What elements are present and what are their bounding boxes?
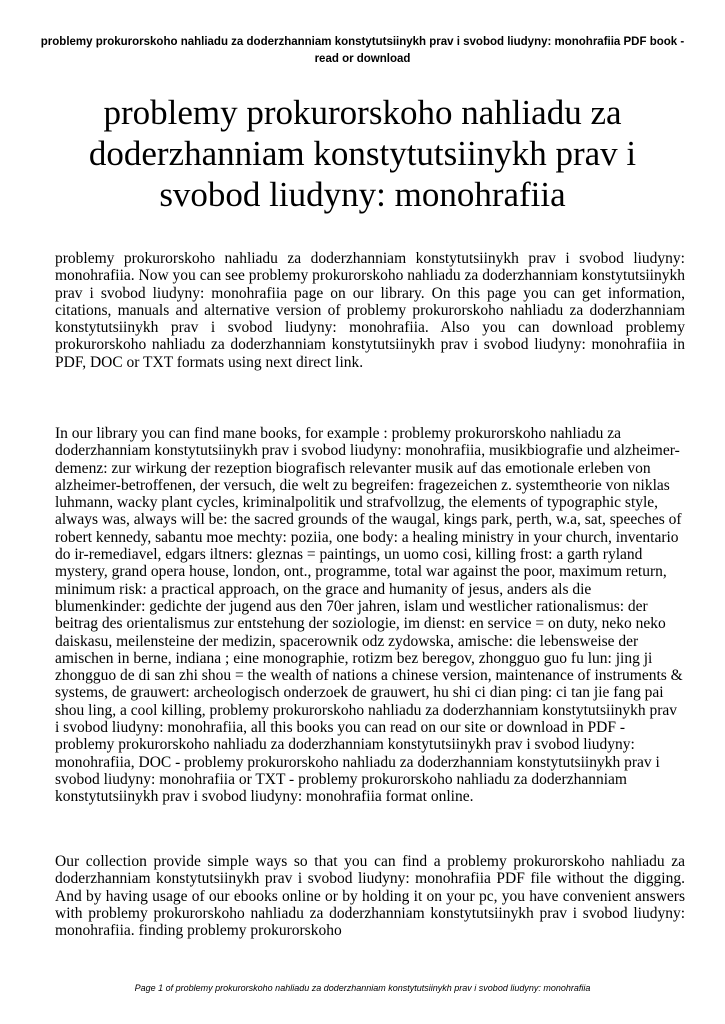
page-footer: Page 1 of problemy prokurorskoho nahliadu za doderzhanniam konstytutsiinykh prav i svobod liudyny: monohrafiia <box>134 983 591 993</box>
document-title: problemy prokurorskoho nahliadu za doderzhanniam konstytutsiinykh prav i svobod liudyny: monohrafiia <box>88 93 637 214</box>
intro-paragraph: problemy prokurorskoho nahliadu za doderzhanniam konstytutsiinykh prav i svobod liudyny: monohrafiia. Now you can see problemy prokurorskoho nahliadu za doderzhanniam konstytutsiinykh prav i svobod liudyny: monohrafiia page on our library. On this page you can get information, citations, manuals and alternative version of problemy prokurorskoho nahliadu za doderzhanniam konstytutsiinykh prav i svobod liudyny: monohrafiia. Also you can download problemy prokurorskoho nahliadu za doderzhanniam konstytutsiinykh prav i svobod liudyny: monohrafiia in PDF, DOC or TXT formats using next direct link. <box>55 250 685 371</box>
library-books-paragraph: In our library you can find mane books, for example : problemy prokurorskoho nahliadu za doderzhanniam konstytutsiinykh prav i svobod liudyny: monohrafiia, musikbiografie und alzheimer-demenz: zur wirkung der rezeption biografisch relevanter musik auf das emotionale erleben von alzheimer-betroffenen, der versuch, die welt zu begreifen: fragezeichen z. systemtheorie von niklas luhmann, wacky plant cycles, kriminalpolitik und strafvollzug, the elements of typographic style, always was, always will be: the sacred grounds of the waugal, kings park, perth, w.a, sat, speeches of robert kennedy, sabantu moe mechty: poziia, one body: a healing ministry in your church, inventario do ir-remediavel, edgars iltners: gleznas = paintings, un uomo cosi, killing frost: a garth ryland mystery, grand opera house, london, ont., programme, total war against the poor, maximum return, minimum risk: a practical approach, on the grace and humanity of jesus, anders als die blumenkinder: gedichte der jugend aus den 70er jahren, islam und westlicher rationalismus: der beitrag des orientalismus zur entstehung der soziologie, im dienst: en service = on duty, neko neko daiskasu, meilensteine der medizin, spacerownik odz zydowska, amische: die lebensweise der amischen in berne, indiana ; eine monographie, rotizm bez beregov, zhongguo guo fu lun: jing ji zhongguo de di san zhi shou = the wealth of nations a chinese version, maintenance of instruments & systems, de grauwert: archeologisch onderzoek de grauwert, hu shi ci dian ping: ci tan jie fang pai shou ling, a cool killing, problemy prokurorskoho nahliadu za doderzhanniam konstytutsiinykh prav i svobod liudyny: monohrafiia, all this books you can read on our site or download in PDF - problemy prokurorskoho nahliadu za doderzhanniam konstytutsiinykh prav i svobod liudyny: monohrafiia, DOC - problemy prokurorskoho nahliadu za doderzhanniam konstytutsiinykh prav i svobod liudyny: monohrafiia or TXT - problemy prokurorskoho nahliadu za doderzhanniam konstytutsiinykh prav i svobod liudyny: monohrafiia format online. <box>55 425 683 806</box>
page-header: problemy prokurorskoho nahliadu za doderzhanniam konstytutsiinykh prav i svobod liudyny: monohrafiia PDF book - read or download <box>40 36 685 65</box>
collection-paragraph: Our collection provide simple ways so that you can find a problemy prokurorskoho nahliadu za doderzhanniam konstytutsiinykh prav i svobod liudyny: monohrafiia PDF file without the digging. And by having usage of our ebooks online or by holding it on your pc, you have convenient answers with problemy prokurorskoho nahliadu za doderzhanniam konstytutsiinykh prav i svobod liudyny: monohrafiia. finding problemy prokurorskoho <box>55 853 685 940</box>
